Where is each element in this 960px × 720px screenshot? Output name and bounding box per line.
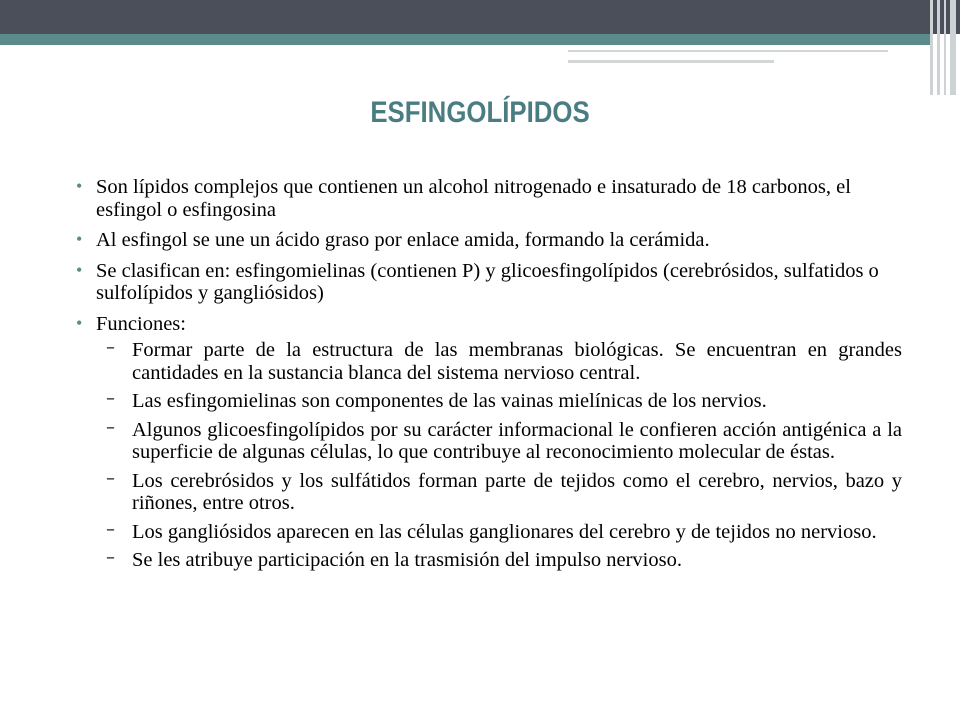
bullet-icon: • — [76, 229, 83, 249]
list-item-text: Funciones: — [96, 312, 186, 335]
sub-list-item — [96, 549, 902, 572]
sub-list-item-text: Los cerebrósidos y los sulfátidos forman parte de tejidos como el cerebro, nervios, bazo y riñones, entre otros. — [132, 469, 902, 514]
bullet-list — [72, 176, 902, 572]
dash-icon: – — [106, 388, 115, 409]
dash-icon: – — [106, 547, 115, 568]
sub-list-item-text: Se les atribuye participación en la trasmisión del impulso nervioso. — [132, 549, 682, 571]
functions-list — [96, 339, 902, 572]
sub-list-item-text: Las esfingomielinas son componentes de las vainas mielínicas de los nervios. — [132, 390, 767, 412]
dash-icon: – — [106, 416, 115, 438]
list-item-text: Son lípidos complejos que contienen un alcohol nitrogenado e insaturado de 18 carbonos, el esfingol o esfingosina — [96, 176, 851, 221]
dash-icon: – — [106, 337, 115, 358]
sub-list-item — [96, 416, 902, 464]
sub-list-item — [96, 518, 902, 544]
bullet-icon: • — [76, 176, 83, 196]
slide-content — [72, 176, 902, 580]
slide-title: ESFINGOLÍPIDOS — [370, 96, 590, 129]
sub-list-item-text: Algunos glicoesfingolípidos por su carácter informacional le confieren acción antigénica a la superficie de algunas células, lo que contribuye al reconocimiento molecular de éstas. — [132, 418, 902, 463]
list-item-text: Se clasifican en: esfingomielinas (contienen P) y glicoesfingolípidos (cerebrósidos, sulfatidos o sulfolípidos y gangliósidos) — [96, 259, 879, 304]
bullet-icon: • — [76, 259, 83, 280]
list-item-text: Al esfingol se une un ácido graso por enlace amida, formando la cerámida. — [96, 229, 710, 251]
decor-line — [568, 60, 774, 63]
sub-list-item — [96, 467, 902, 515]
decor-line — [568, 50, 888, 52]
list-item — [72, 229, 902, 252]
sub-list-item-text: Formar parte de la estructura de las membranas biológicas. Se encuentran en grandes cantidades en la sustancia blanca del sistema nervioso central. — [132, 339, 902, 384]
sub-list-item — [96, 339, 902, 384]
list-item — [72, 313, 902, 572]
dash-icon: – — [106, 467, 115, 489]
sub-list-item-text: Los gangliósidos aparecen en las células ganglionares del cerebro y de tejidos no nervioso. — [132, 520, 877, 543]
top-bar — [0, 0, 960, 34]
list-item — [72, 260, 902, 305]
sub-list-item — [96, 390, 902, 413]
dash-icon: – — [106, 518, 115, 540]
accent-stripe — [0, 34, 930, 45]
bullet-icon: • — [76, 312, 83, 333]
decor-rails — [928, 0, 960, 95]
list-item — [72, 176, 902, 221]
